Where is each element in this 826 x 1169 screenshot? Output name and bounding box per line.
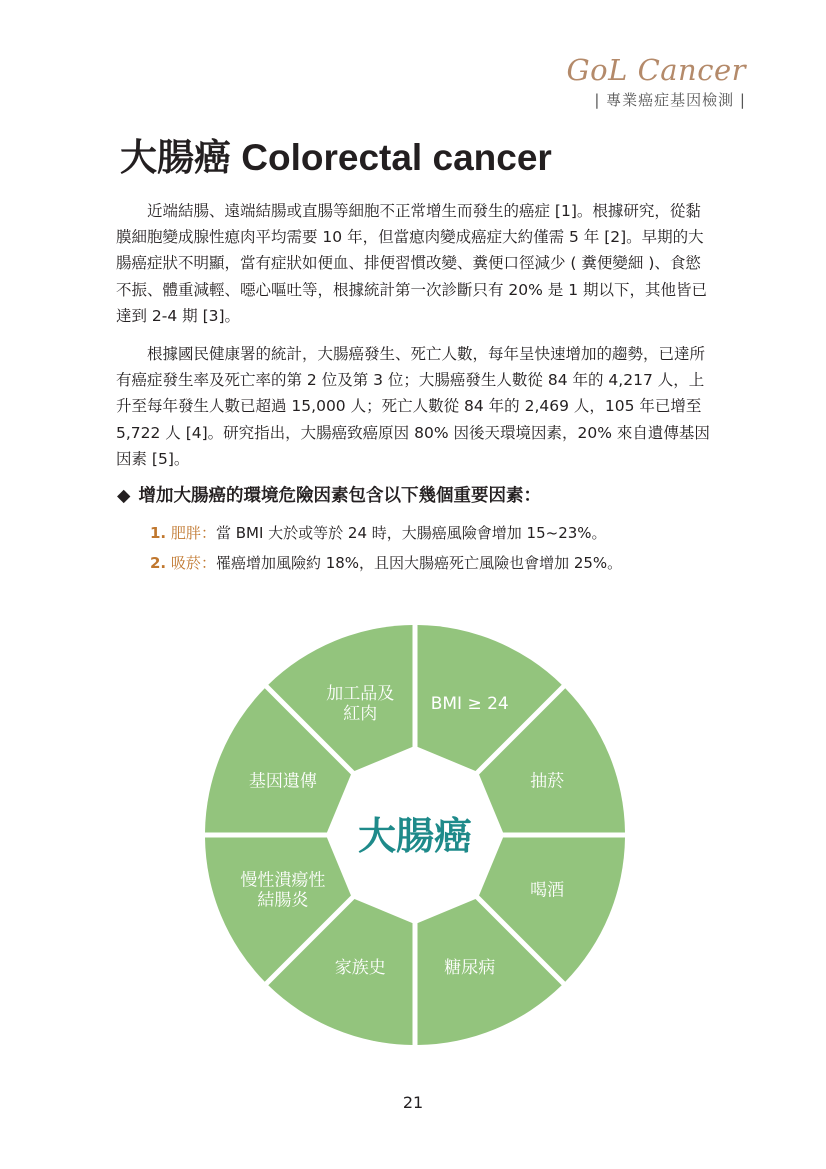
wheel-segment-label: 加工品及紅肉 xyxy=(326,683,395,724)
factor-description: 當 BMI 大於或等於 24 時，大腸癌風險會增加 15~23%。 xyxy=(215,524,607,542)
wheel-segment-label: BMI ≥ 24 xyxy=(430,693,509,714)
factor-separator: ： xyxy=(200,524,216,542)
section-heading xyxy=(117,483,541,509)
factor-separator: ： xyxy=(200,554,216,572)
wheel-segment-label: 喝酒 xyxy=(530,880,565,901)
page-title: 大腸癌 Colorectal cancer xyxy=(120,137,552,178)
brand-title: GoL Cancer xyxy=(566,53,746,87)
factor-number: 2. xyxy=(150,554,167,572)
wheel-segment-label: 抽菸 xyxy=(530,771,565,792)
wheel-segment-label: 家族史 xyxy=(334,958,386,979)
risk-factor-wheel xyxy=(200,620,630,1050)
wheel-segment-label: 基因遺傳 xyxy=(248,771,317,792)
paragraph-statistics: 根據國民健康署的統計，大腸癌發生、死亡人數，每年呈快速增加的趨勢，已達所有癌症發生率及死亡率的第 2 位及第 3 位；大腸癌發生人數從 84 年的 4,217 人，上升至每年發生人數已超過 15,000 人；死亡人數從 84 年的 2,469 人，105 年已增至 5,722 人 [4]。研究指出，大腸癌致癌原因 80% 因後天環境因素，20% 來自遺傳基因因素 [5]。 xyxy=(116,345,710,468)
brand-subtitle: | 專業癌症基因檢測 | xyxy=(594,91,746,109)
diamond-bullet-icon: ◆ xyxy=(117,486,131,506)
factor-name: 吸菸 xyxy=(170,554,201,572)
wheel-center-label: 大腸癌 xyxy=(357,814,473,858)
body-text xyxy=(116,198,712,484)
wheel-segment-label: 糖尿病 xyxy=(444,958,496,979)
risk-factor-list xyxy=(150,518,622,578)
factor-description: 罹癌增加風險約 18%，且因大腸癌死亡風險也會增加 25%。 xyxy=(215,554,623,572)
section-heading-text: 增加大腸癌的環境危險因素包含以下幾個重要因素： xyxy=(138,486,541,506)
list-item xyxy=(150,518,622,548)
factor-name: 肥胖 xyxy=(170,524,201,542)
wheel-segment-label: 慢性潰瘍性結腸炎 xyxy=(240,870,326,911)
brand-block xyxy=(566,52,746,110)
factor-number: 1. xyxy=(150,524,167,542)
paragraph-intro: 近端結腸、遠端結腸或直腸等細胞不正常增生而發生的癌症 [1]。根據研究，從黏膜細胞變成腺性瘜肉平均需要 10 年，但當瘜肉變成癌症大約僅需 5 年 [2]。早期的大腸癌症狀不明顯，當有症狀如便血、排便習慣改變、糞便口徑減少 ( 糞便變細 )、食慾不振、體重減輕、噁心嘔吐等，根據統計第一次診斷只有 20% 是 1 期以下，其他皆已達到 2-4 期 [3]。 xyxy=(116,202,708,325)
page-number: 21 xyxy=(402,1093,424,1112)
list-item xyxy=(150,548,622,578)
